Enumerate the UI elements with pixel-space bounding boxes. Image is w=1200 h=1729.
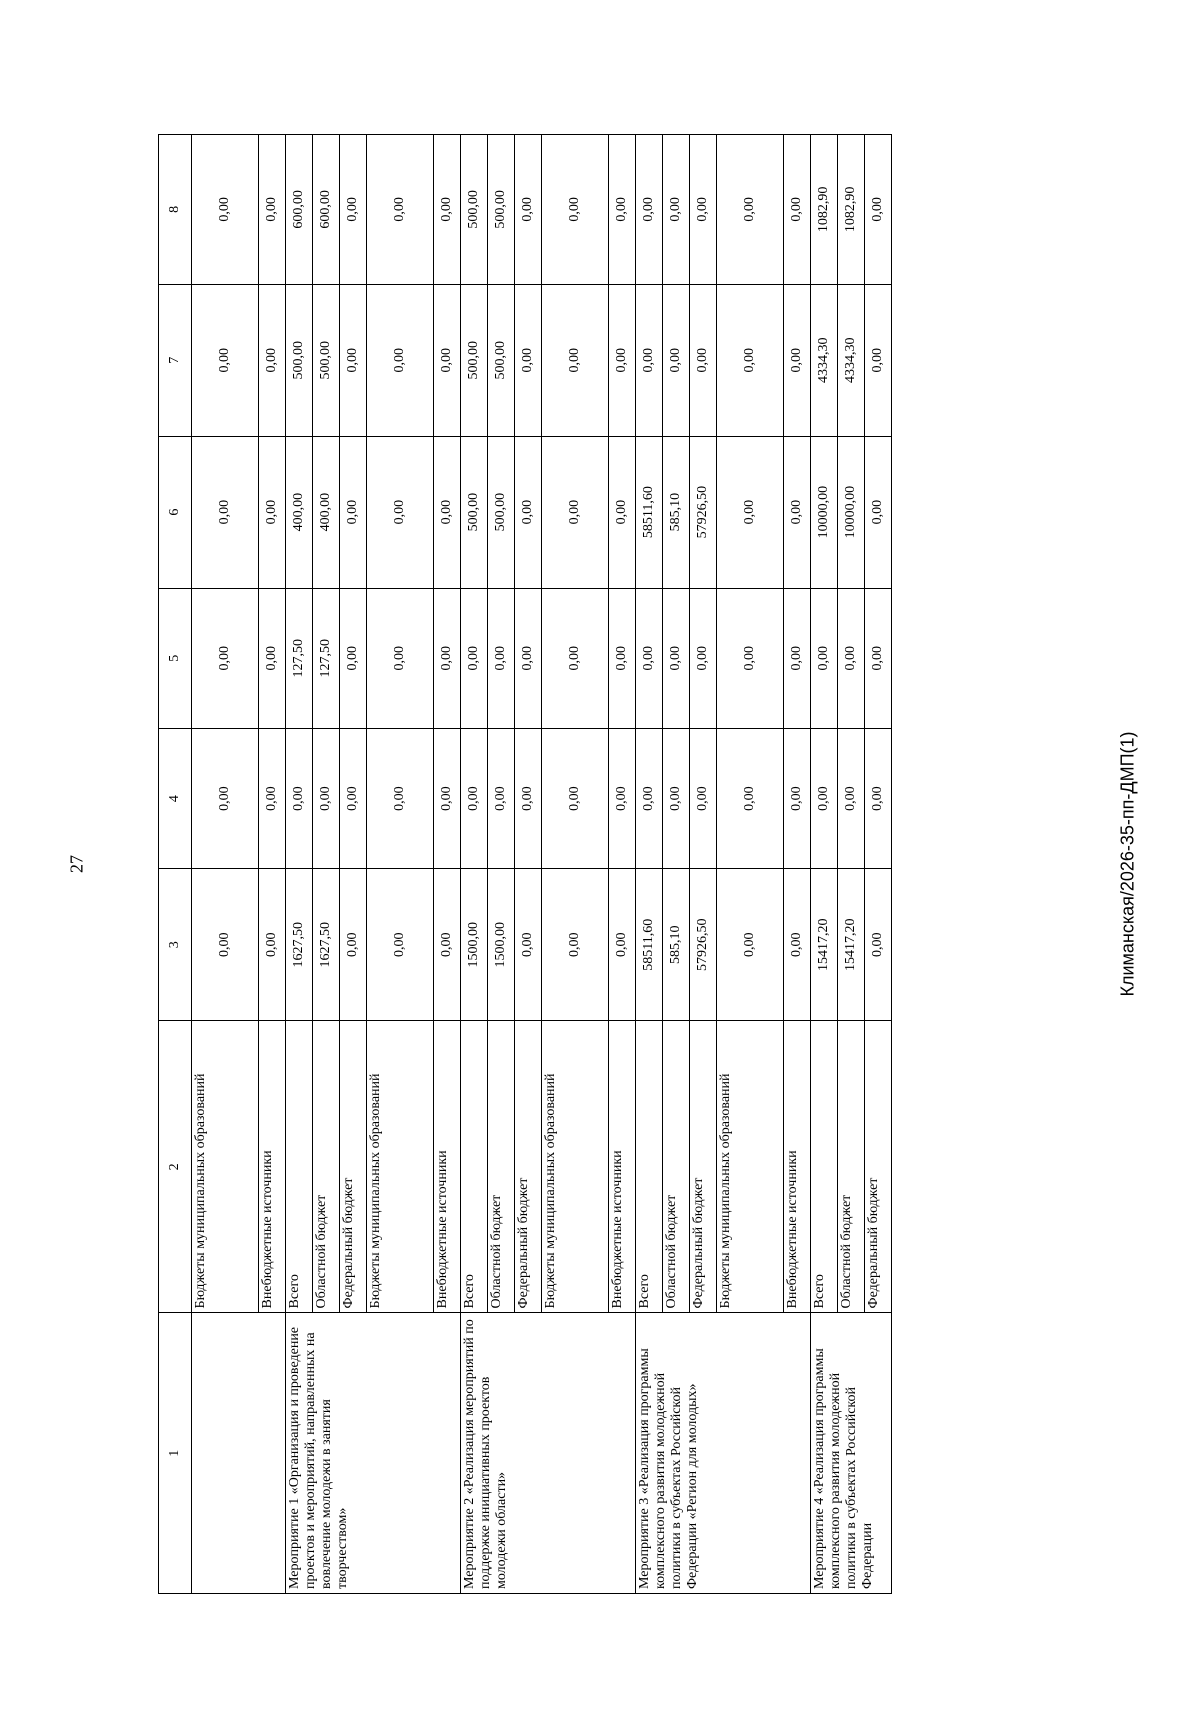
value-cell: 0,00 [259,436,286,588]
value-cell: 0,00 [542,728,609,868]
value-cell: 127,50 [286,588,313,728]
value-cell: 57926,50 [690,869,717,1021]
value-cell: 500,00 [313,284,340,436]
value-cell: 0,00 [515,284,542,436]
value-cell: 0,00 [690,588,717,728]
value-cell: 0,00 [636,728,663,868]
budget-table [158,134,892,1594]
value-cell: 0,00 [717,436,784,588]
value-cell: 0,00 [865,135,892,285]
value-cell: 127,50 [313,588,340,728]
column-header: 4 [159,728,192,868]
value-cell: 0,00 [192,869,259,1021]
column-header: 1 [159,1313,192,1594]
value-cell: 0,00 [461,588,488,728]
table-row [636,135,663,1594]
value-cell: 0,00 [192,436,259,588]
value-cell: 0,00 [609,728,636,868]
column-header: 6 [159,436,192,588]
value-cell: 0,00 [663,284,690,436]
value-cell: 500,00 [488,284,515,436]
value-cell: 0,00 [434,588,461,728]
funding-source-cell: Бюджеты муниципальных образований [367,1021,434,1313]
value-cell: 1082,90 [838,135,865,285]
funding-source-cell: Всего [636,1021,663,1313]
funding-source-cell: Всего [461,1021,488,1313]
value-cell: 0,00 [784,869,811,1021]
value-cell: 0,00 [609,869,636,1021]
value-cell: 0,00 [515,436,542,588]
value-cell: 0,00 [717,728,784,868]
funding-source-cell: Федеральный бюджет [865,1021,892,1313]
funding-source-cell: Бюджеты муниципальных образований [717,1021,784,1313]
value-cell: 4334,30 [838,284,865,436]
value-cell: 0,00 [784,728,811,868]
value-cell: 500,00 [461,436,488,588]
measure-name-cell: Мероприятие 3 «Реализация программы комплексного развития молодежной политики в субъектах Российской Федерации «Регион для молодых» [636,1313,811,1594]
value-cell: 0,00 [811,728,838,868]
value-cell: 0,00 [192,284,259,436]
table-body [192,135,892,1594]
value-cell: 0,00 [717,869,784,1021]
funding-source-cell: Областной бюджет [313,1021,340,1313]
funding-source-cell: Внебюджетные источники [259,1021,286,1313]
funding-source-cell: Федеральный бюджет [690,1021,717,1313]
funding-source-cell: Федеральный бюджет [515,1021,542,1313]
measure-name-cell: Мероприятие 1 «Организация и проведение проектов и мероприятий, направленных на вовлечение молодежи в занятия творчеством» [286,1313,461,1594]
value-cell: 0,00 [434,436,461,588]
funding-source-cell: Внебюджетные источники [434,1021,461,1313]
value-cell: 0,00 [542,436,609,588]
value-cell: 0,00 [717,135,784,285]
value-cell: 0,00 [636,588,663,728]
value-cell: 0,00 [636,135,663,285]
value-cell: 0,00 [434,135,461,285]
value-cell: 0,00 [690,284,717,436]
column-header: 5 [159,588,192,728]
value-cell: 0,00 [636,284,663,436]
value-cell: 500,00 [461,135,488,285]
value-cell: 10000,00 [838,436,865,588]
value-cell: 0,00 [367,135,434,285]
value-cell: 0,00 [259,135,286,285]
value-cell: 0,00 [367,728,434,868]
value-cell: 1082,90 [811,135,838,285]
value-cell: 1627,50 [313,869,340,1021]
value-cell: 1500,00 [488,869,515,1021]
value-cell: 0,00 [784,284,811,436]
funding-source-cell: Областной бюджет [663,1021,690,1313]
value-cell: 0,00 [542,284,609,436]
value-cell: 0,00 [515,869,542,1021]
value-cell: 0,00 [515,588,542,728]
value-cell: 0,00 [542,588,609,728]
value-cell: 0,00 [784,135,811,285]
value-cell: 10000,00 [811,436,838,588]
value-cell: 500,00 [286,284,313,436]
value-cell: 600,00 [286,135,313,285]
value-cell: 0,00 [367,436,434,588]
value-cell: 0,00 [340,135,367,285]
value-cell: 0,00 [784,436,811,588]
value-cell: 0,00 [259,284,286,436]
funding-source-cell: Внебюджетные источники [784,1021,811,1313]
value-cell: 57926,50 [690,436,717,588]
value-cell: 1627,50 [286,869,313,1021]
value-cell: 0,00 [192,728,259,868]
measure-name-cell: Мероприятие 2 «Реализация мероприятий по поддержке инициативных проектов молодежи области» [461,1313,636,1594]
value-cell: 0,00 [367,869,434,1021]
value-cell: 400,00 [313,436,340,588]
value-cell: 0,00 [784,588,811,728]
value-cell: 0,00 [609,436,636,588]
value-cell: 0,00 [663,728,690,868]
value-cell: 0,00 [717,588,784,728]
value-cell: 0,00 [434,869,461,1021]
column-header: 3 [159,869,192,1021]
funding-source-cell: Всего [811,1021,838,1313]
value-cell: 0,00 [367,588,434,728]
value-cell: 0,00 [609,135,636,285]
funding-source-cell: Федеральный бюджет [340,1021,367,1313]
table-row [811,135,838,1594]
value-cell: 0,00 [838,588,865,728]
value-cell: 0,00 [286,728,313,868]
value-cell: 0,00 [488,728,515,868]
value-cell: 0,00 [340,588,367,728]
value-cell: 500,00 [488,436,515,588]
value-cell: 0,00 [663,588,690,728]
funding-source-cell: Областной бюджет [838,1021,865,1313]
value-cell: 600,00 [313,135,340,285]
funding-source-cell: Бюджеты муниципальных образований [192,1021,259,1313]
page-number: 27 [66,855,87,873]
value-cell: 0,00 [340,728,367,868]
value-cell: 500,00 [488,135,515,285]
column-header: 8 [159,135,192,285]
value-cell: 0,00 [690,728,717,868]
value-cell: 0,00 [609,284,636,436]
value-cell: 0,00 [811,588,838,728]
table-row [461,135,488,1594]
header-row [159,135,192,1594]
value-cell: 0,00 [434,284,461,436]
value-cell: 0,00 [690,135,717,285]
value-cell: 0,00 [367,284,434,436]
value-cell: 0,00 [542,135,609,285]
value-cell: 15417,20 [838,869,865,1021]
value-cell: 0,00 [259,588,286,728]
value-cell: 0,00 [259,728,286,868]
document-footer: Климанская/2026-35-пп-ДМП(1) [1117,731,1138,997]
value-cell: 0,00 [542,869,609,1021]
value-cell: 0,00 [192,135,259,285]
funding-source-cell: Областной бюджет [488,1021,515,1313]
value-cell: 0,00 [515,135,542,285]
value-cell: 58511,60 [636,436,663,588]
funding-source-cell: Всего [286,1021,313,1313]
value-cell: 1500,00 [461,869,488,1021]
funding-source-cell: Бюджеты муниципальных образований [542,1021,609,1313]
value-cell: 4334,30 [811,284,838,436]
value-cell: 0,00 [192,588,259,728]
value-cell: 0,00 [488,588,515,728]
value-cell: 0,00 [838,728,865,868]
column-header: 2 [159,1021,192,1313]
value-cell: 585,10 [663,436,690,588]
measure-name-cell: Мероприятие 4 «Реализация программы комплексного развития молодежной политики в субъектах Российской Федерации [811,1313,892,1594]
value-cell: 0,00 [340,869,367,1021]
value-cell: 0,00 [434,728,461,868]
funding-source-cell: Внебюджетные источники [609,1021,636,1313]
value-cell: 0,00 [717,284,784,436]
value-cell: 0,00 [515,728,542,868]
value-cell: 0,00 [865,728,892,868]
table-row [192,135,259,1594]
table-row [286,135,313,1594]
value-cell: 0,00 [313,728,340,868]
value-cell: 0,00 [609,588,636,728]
value-cell: 0,00 [865,284,892,436]
measure-name-cell [192,1313,286,1594]
value-cell: 15417,20 [811,869,838,1021]
value-cell: 58511,60 [636,869,663,1021]
value-cell: 0,00 [663,135,690,285]
value-cell: 585,10 [663,869,690,1021]
value-cell: 0,00 [865,436,892,588]
value-cell: 400,00 [286,436,313,588]
value-cell: 0,00 [259,869,286,1021]
value-cell: 0,00 [340,284,367,436]
value-cell: 0,00 [461,728,488,868]
rotated-page [158,134,1038,1594]
value-cell: 0,00 [865,869,892,1021]
column-header: 7 [159,284,192,436]
value-cell: 0,00 [865,588,892,728]
value-cell: 500,00 [461,284,488,436]
value-cell: 0,00 [340,436,367,588]
